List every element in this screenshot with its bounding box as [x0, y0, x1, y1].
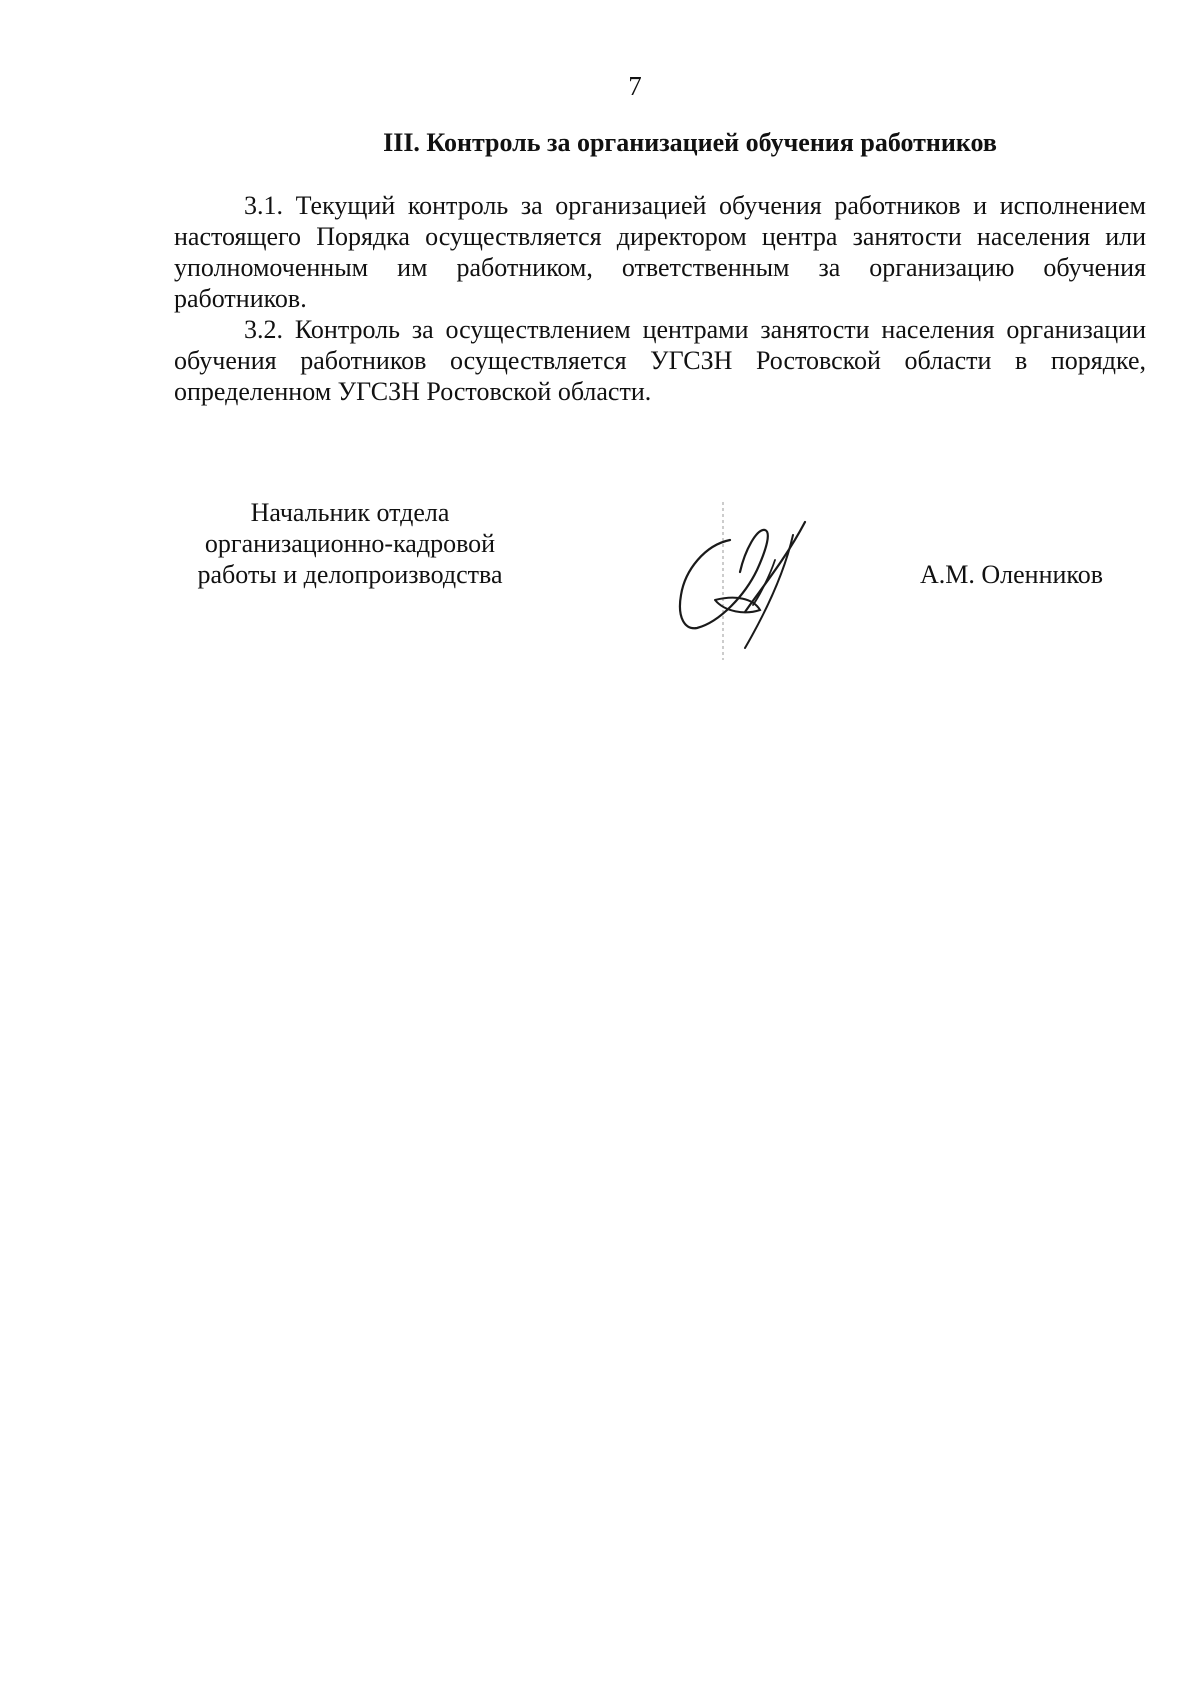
page-number: 7 [628, 71, 642, 101]
signatory-position [160, 497, 540, 590]
position-line: Начальник отдела [250, 498, 450, 527]
signatory-name: А.М. Оленников [920, 560, 1104, 589]
section-heading: III. Контроль за организацией обучения работников [383, 128, 997, 157]
position-line: работы и делопроизводства [197, 560, 503, 589]
section-body [174, 190, 1146, 407]
paragraph-3-2: 3.2. Контроль за осуществлением центрами занятости населения организации обучения работников осуществляется УГСЗН Ростовской области в порядке, определенном УГСЗН Ростовской области. [174, 315, 1146, 406]
position-line: организационно-кадровой [204, 529, 496, 558]
handwritten-signature [675, 500, 835, 665]
paragraph-3-1: 3.1. Текущий контроль за организацией обучения работников и исполнением настоящего Порядка осуществляется директором центра занятости населения или уполномоченным им работником, ответственным за организацию обучения работников. [174, 191, 1146, 313]
